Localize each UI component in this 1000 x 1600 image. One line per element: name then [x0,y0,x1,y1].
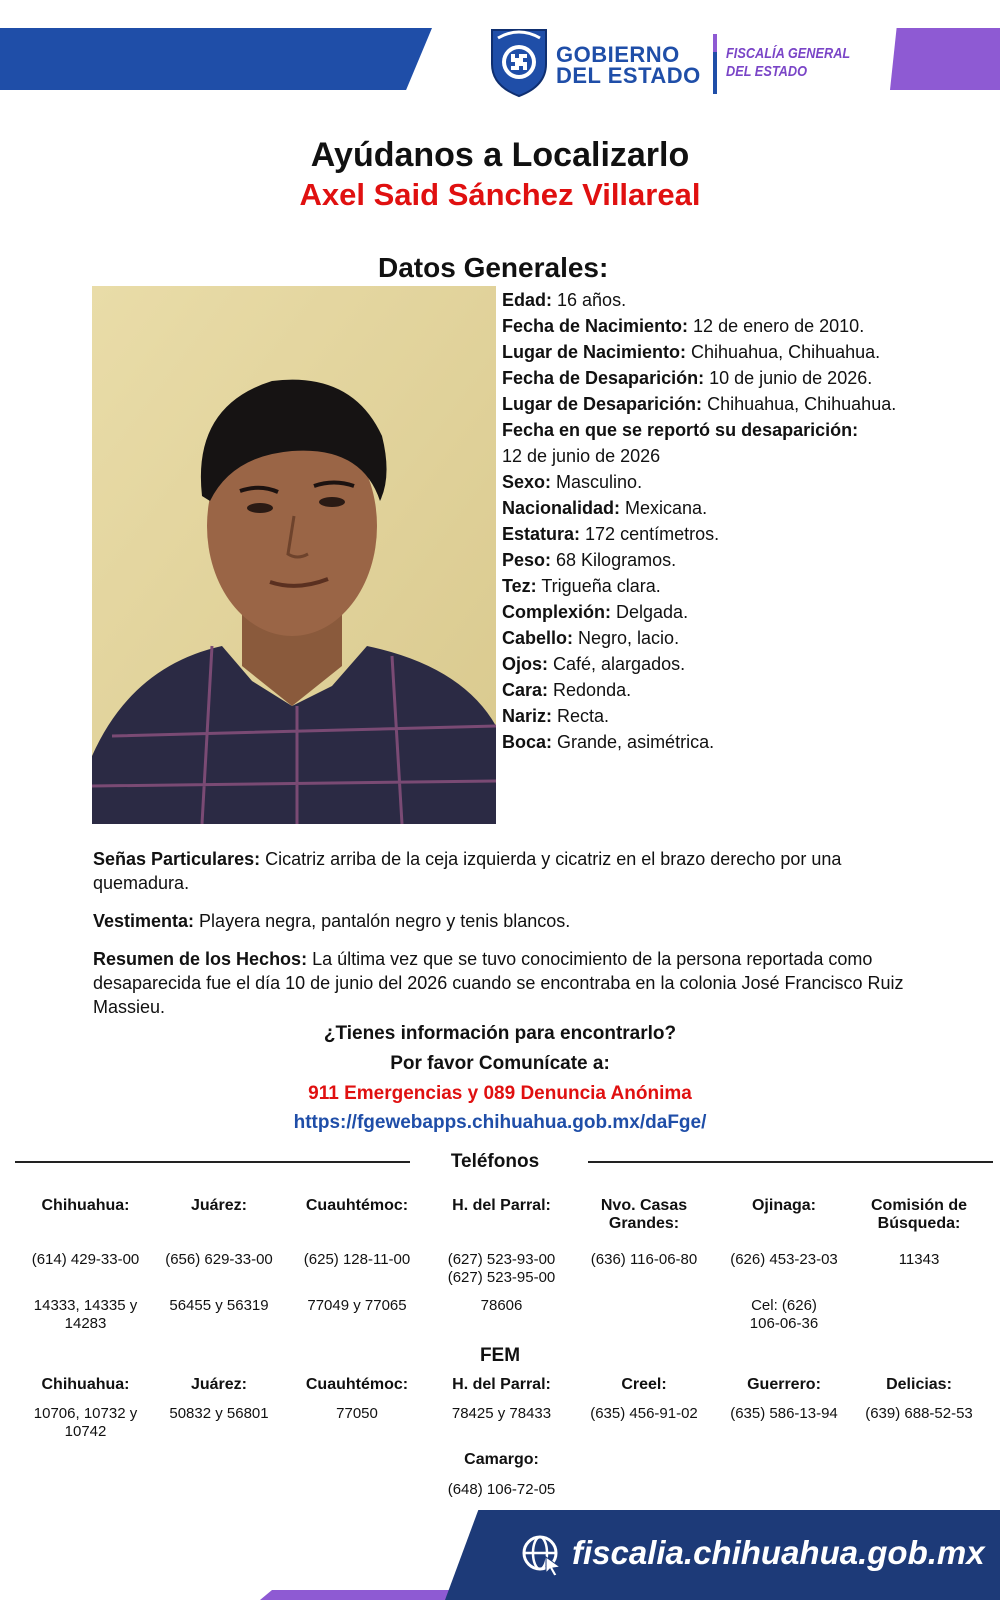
fiscalia-logo [726,45,850,81]
fact-fecha-desaparicion: Fecha de Desaparición: 10 de junio de 2026. [502,368,873,388]
phone-extension: 77049 y 77065 [307,1297,407,1314]
fact-cara: Cara: Redonda. [502,680,632,700]
footer-website[interactable]: fiscalia.chihuahua.gob.mx [572,1534,985,1571]
phone-extension: 14333, 14335 y 14283 [33,1297,138,1332]
fact-lugar-nacimiento: Lugar de Nacimiento: Chihuahua, Chihuahua. [502,342,881,362]
missing-person-photo [92,286,496,824]
fem-city: Juárez: [190,1376,248,1393]
general-data-list [502,287,922,755]
fem-number: 50832 y 56801 [169,1405,269,1422]
state-shield-logo-icon [488,24,550,98]
fem-city: Creel: [621,1376,667,1393]
fem-number: (639) 688-52-53 [865,1405,973,1422]
phone-city: Chihuahua: [41,1197,130,1214]
fem-city: Cuauhtémoc: [305,1376,409,1393]
fem-number: (635) 586-13-94 [730,1405,838,1422]
fem-city: H. del Parral: [452,1376,551,1393]
fact-lugar-desaparicion: Lugar de Desaparición: Chihuahua, Chihuahua. [502,394,897,414]
page-title: Ayúdanos a Localizarlo [310,136,690,174]
vestimenta: Vestimenta: Playera negra, pantalón negro y tenis blancos. [93,911,571,931]
resumen-hechos: Resumen de los Hechos: La última vez que se tuvo conocimiento de la persona reportada como desaparecida fue el día 10 de junio del 2026 cuando se encontraba en la colonia José Francisco Ruiz Massieu. [93,949,904,1017]
phone-city: Nvo. Casas Grandes: [600,1197,688,1232]
fem-city-camargo: Camargo: [464,1451,539,1468]
phone-extension: 56455 y 56319 [169,1297,269,1314]
phone-number: (614) 429-33-00 [31,1251,140,1268]
fem-number: 10706, 10732 y 10742 [33,1405,138,1440]
fact-sexo: Sexo: Masculino. [502,472,643,492]
fact-fecha-nacimiento: Fecha de Nacimiento: 12 de enero de 2010. [502,316,865,336]
gov-line-2: DEL ESTADO [556,63,701,88]
phone-extension: Cel: (626) 106-06-36 [749,1297,819,1332]
fem-number: (635) 456-91-02 [590,1405,698,1422]
phone-number: (626) 453-23-03 [730,1251,838,1268]
gov-line-1: GOBIERNO [556,42,680,67]
phone-number: 11343 [898,1251,940,1268]
phone-city: Comisión de Búsqueda: [870,1197,967,1232]
logo-divider-accent [713,34,717,52]
divider-left [15,1161,410,1163]
fact-boca: Boca: Grande, asimétrica. [502,732,715,752]
senas-particulares: Señas Particulares: Cicatriz arriba de la ceja izquierda y cicatriz en el brazo derecho por una quemadura. [93,849,842,893]
phone-city: Cuauhtémoc: [305,1197,409,1214]
missing-person-name: Axel Said Sánchez Villareal [299,177,701,212]
fem-heading: FEM [479,1345,521,1366]
phone-extension: 78606 [480,1297,523,1314]
fem-city: Delicias: [886,1376,952,1393]
fact-estatura: Estatura: 172 centímetros. [502,524,720,544]
fem-number: 78425 y 78433 [451,1405,552,1422]
cta-please: Por favor Comunícate a: [390,1053,610,1074]
phones-heading: Teléfonos [450,1151,540,1172]
fem-number: 77050 [336,1405,378,1422]
fact-ojos: Ojos: Café, alargados. [502,654,686,674]
fact-tez: Tez: Trigueña clara. [502,576,661,596]
globe-cursor-icon [520,1533,564,1577]
phone-number: (627) 523-93-00 (627) 523-95-00 [447,1251,556,1286]
fem-number-camargo: (648) 106-72-05 [447,1481,556,1498]
phone-number: (636) 116-06-80 [590,1251,698,1268]
section-title: Datos Generales: [378,252,609,283]
fact-nacionalidad: Nacionalidad: Mexicana. [502,498,708,518]
emergency-numbers: 911 Emergencias y 089 Denuncia Anónima [308,1083,692,1104]
fact-fecha-reporte: Fecha en que se reportó su desaparición: 12 de junio de 2026 [502,420,859,466]
fact-peso: Peso: 68 Kilogramos. [502,550,677,570]
report-url-link[interactable]: https://fgewebapps.chihuahua.gob.mx/daFge/ [293,1112,707,1133]
phone-city: Ojinaga: [751,1197,816,1214]
fact-edad: Edad: 16 años. [502,290,627,310]
header-band-right [890,28,1000,90]
fact-complexion: Complexión: Delgada. [502,602,689,622]
phone-city: Juárez: [190,1197,248,1214]
phone-number: (656) 629-33-00 [165,1251,273,1268]
divider-right [588,1161,993,1163]
fact-cabello: Cabello: Negro, lacio. [502,628,680,648]
fge-line-2: DEL ESTADO [726,63,808,80]
gobierno-del-estado-logo [556,44,701,86]
fact-nariz: Nariz: Recta. [502,706,610,726]
phone-number: (625) 128-11-00 [303,1251,411,1268]
fem-city: Guerrero: [747,1376,821,1393]
fem-city: Chihuahua: [41,1376,130,1393]
header-band-left [0,28,432,90]
phone-city: H. del Parral: [452,1197,551,1214]
cta-question: ¿Tienes información para encontrarlo? [323,1023,677,1044]
fge-line-1: FISCALÍA GENERAL [726,45,851,62]
